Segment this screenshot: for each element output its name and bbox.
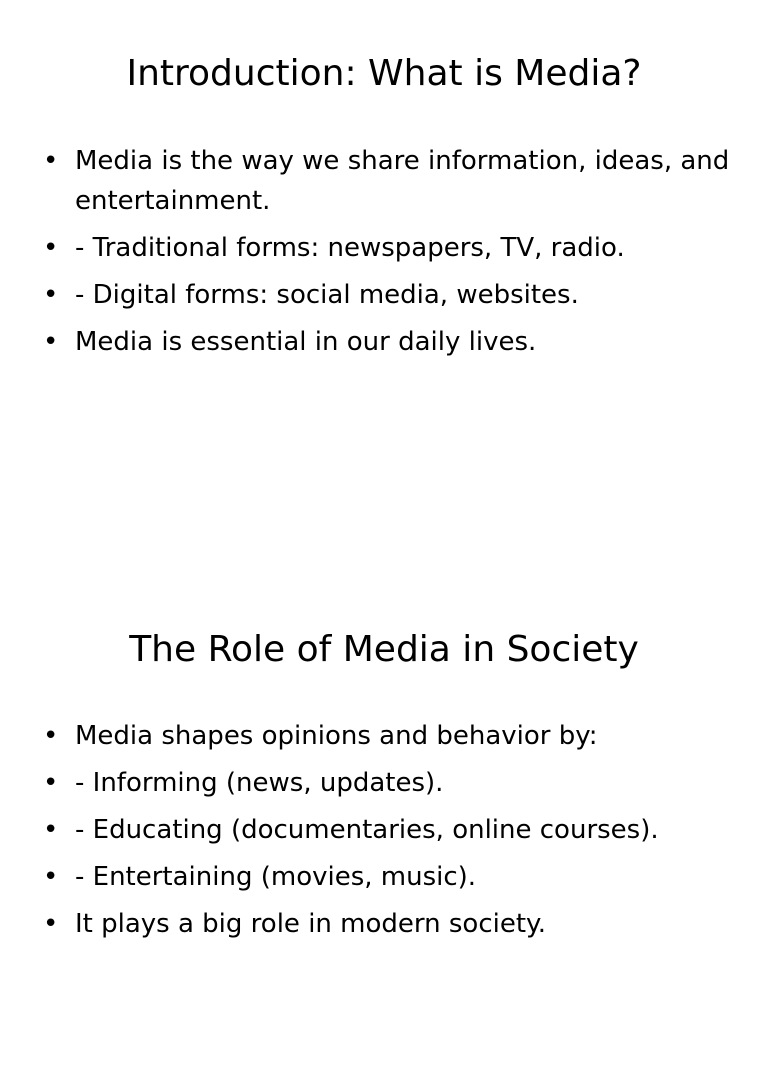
bullet-icon: • (43, 327, 59, 357)
bullet-icon: • (43, 815, 59, 845)
bullet-item (40, 810, 740, 850)
bullet-icon: • (43, 280, 59, 310)
slide-role-of-media (0, 576, 768, 1088)
bullet-item (40, 716, 740, 756)
slide-title: Introduction: What is Media? (126, 53, 642, 94)
slide-introduction (0, 0, 768, 512)
bullet-item (40, 763, 740, 803)
bullet-text: - Educating (documentaries, online courses). (75, 815, 659, 845)
bullet-text: - Informing (news, updates). (75, 768, 444, 798)
bullet-text: Media is the way we share information, ideas, and entertainment. (75, 146, 730, 216)
bullet-icon: • (43, 862, 59, 892)
bullet-list (40, 716, 740, 951)
bullet-text: Media is essential in our daily lives. (75, 327, 537, 357)
bullet-text: It plays a big role in modern society. (75, 909, 546, 939)
bullet-list (40, 141, 740, 369)
bullet-icon: • (43, 909, 59, 939)
bullet-icon: • (43, 233, 59, 263)
bullet-text: Media shapes opinions and behavior by: (75, 721, 598, 751)
bullet-item (40, 228, 740, 268)
bullet-item (40, 275, 740, 315)
bullet-text: - Entertaining (movies, music). (75, 862, 477, 892)
bullet-icon: • (43, 768, 59, 798)
bullet-icon: • (43, 146, 59, 176)
bullet-item (40, 322, 740, 362)
bullet-item (40, 141, 740, 221)
bullet-item (40, 857, 740, 897)
bullet-text: - Traditional forms: newspapers, TV, radio. (75, 233, 625, 263)
bullet-icon: • (43, 721, 59, 751)
bullet-item (40, 904, 740, 944)
slide-title: The Role of Media in Society (129, 629, 639, 670)
bullet-text: - Digital forms: social media, websites. (75, 280, 579, 310)
